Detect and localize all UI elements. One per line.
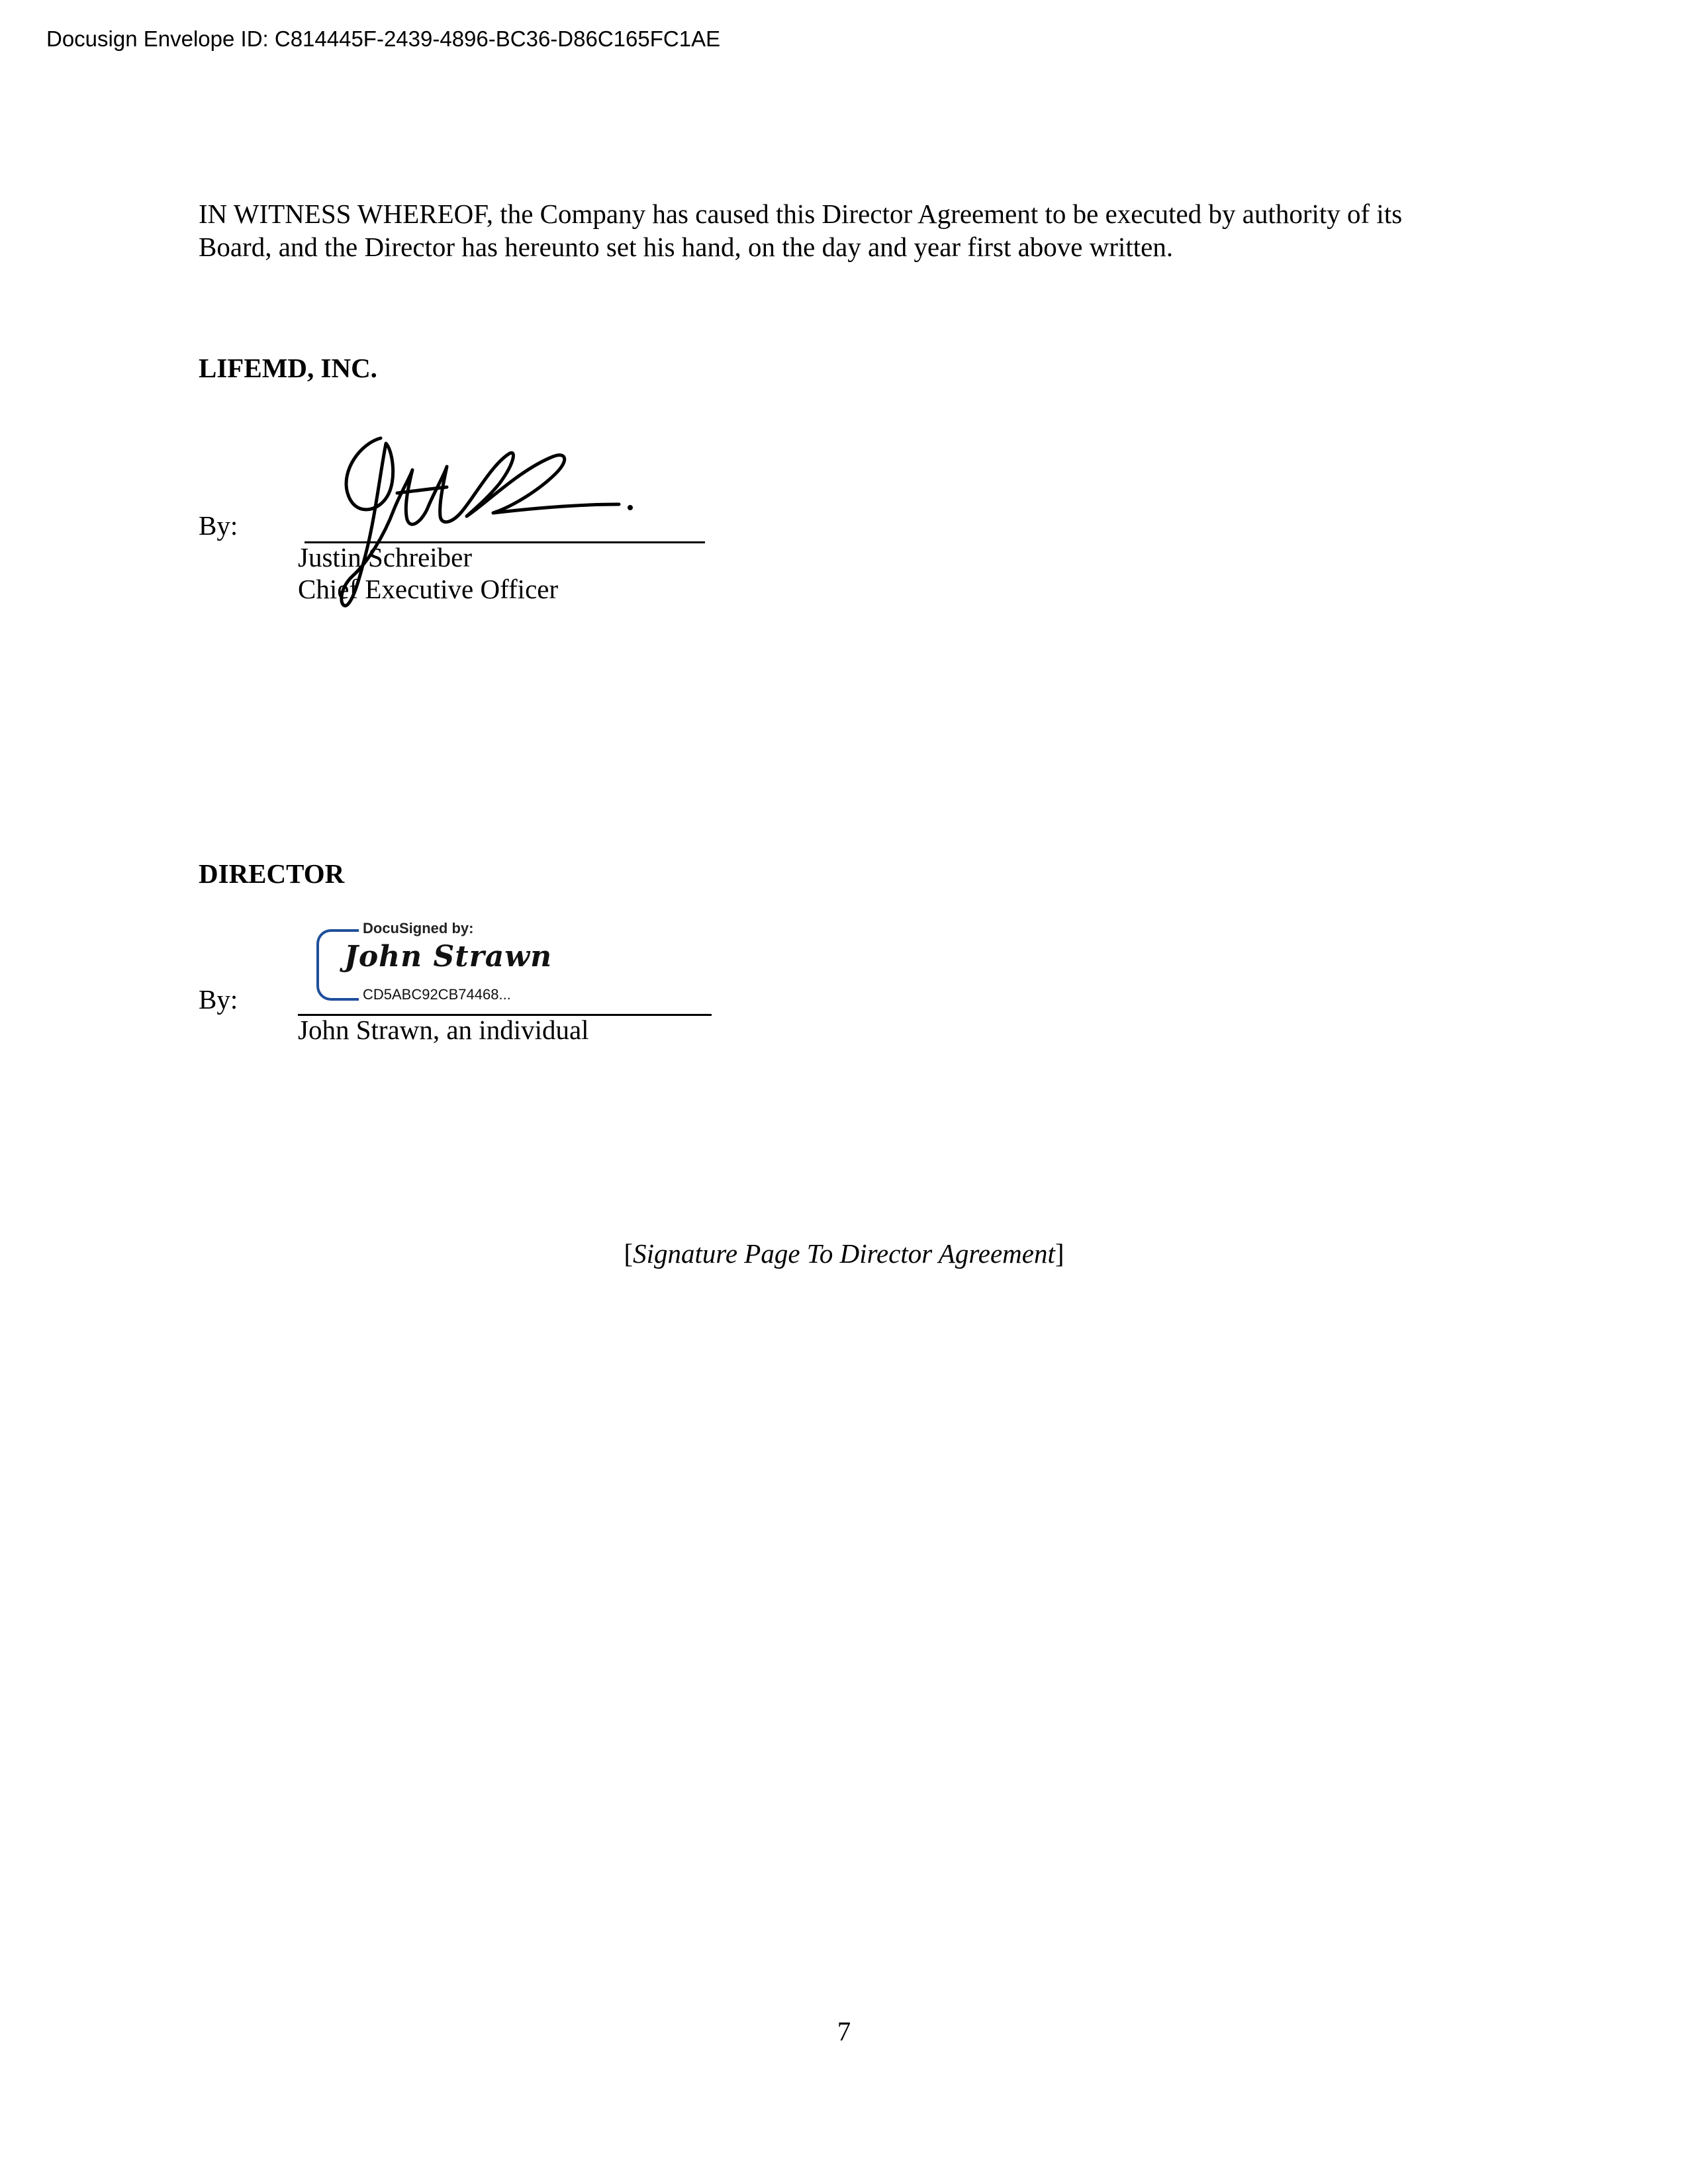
director-heading: DIRECTOR	[199, 858, 345, 889]
company-by-label: By:	[199, 510, 238, 541]
witness-paragraph: IN WITNESS WHEREOF, the Company has caused this Director Agreement to be executed by authority of its Board, and the Director has hereunto set his hand, on the day and year first above written.	[199, 199, 1403, 262]
company-heading: LIFEMD, INC.	[199, 353, 377, 383]
director-signer-line: John Strawn, an individual	[298, 1015, 589, 1045]
page-number: 7	[837, 2016, 851, 2046]
docusign-envelope-id: Docusign Envelope ID: C814445F-2439-4896-BC36-D86C165FC1AE	[46, 26, 721, 51]
caption-close-bracket: ]	[1055, 1238, 1064, 1269]
caption-open-bracket: [	[624, 1238, 633, 1269]
docusign-label: DocuSigned by:	[363, 920, 474, 936]
company-signer-title: Chief Executive Officer	[298, 574, 559, 604]
company-signer-name: Justin Schreiber	[298, 542, 473, 572]
docusign-stamp	[316, 920, 553, 1006]
director-signature: John Strawn	[344, 940, 553, 974]
docusign-code: CD5ABC92CB74468...	[363, 986, 511, 1003]
signature-page-caption	[0, 1238, 1688, 1269]
director-by-label: By:	[199, 984, 238, 1015]
caption-text: Signature Page To Director Agreement	[633, 1238, 1055, 1269]
